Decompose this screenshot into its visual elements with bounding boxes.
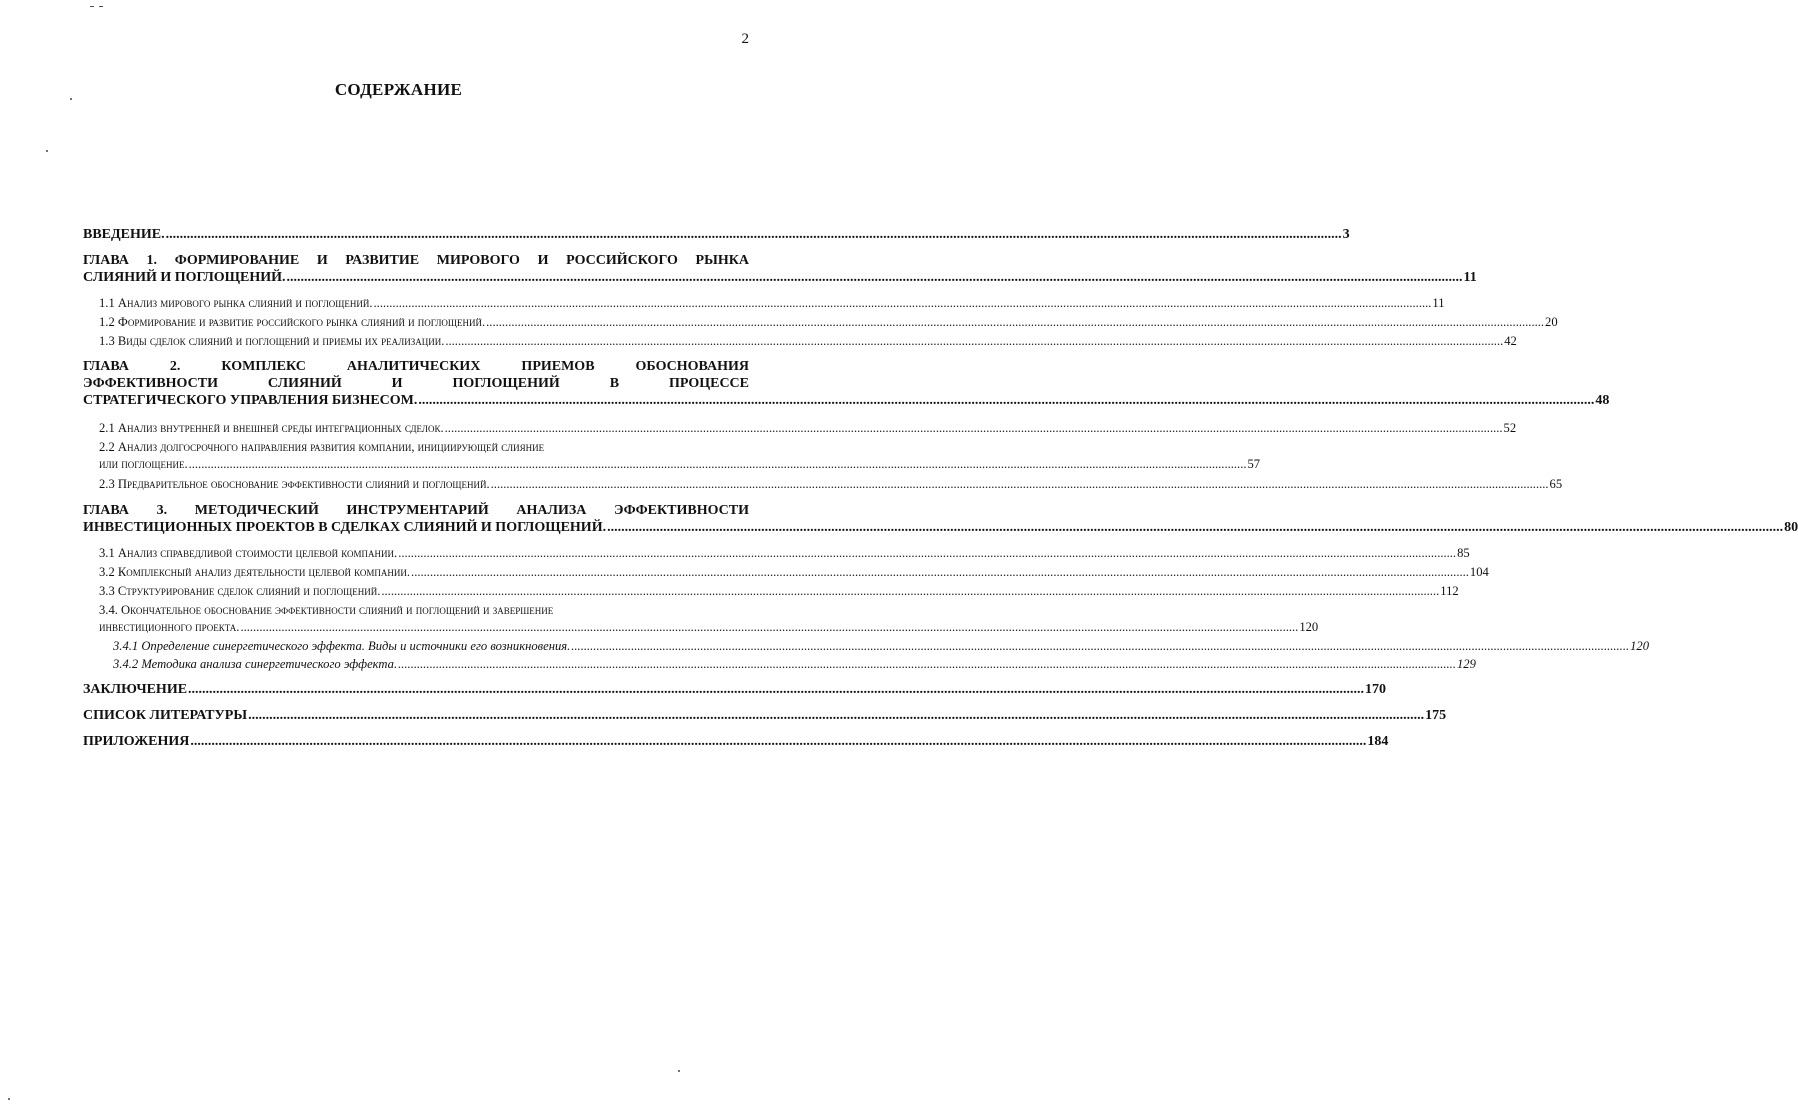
dot-leader — [398, 545, 1456, 562]
toc-page-number: 11 — [1463, 270, 1477, 285]
toc-entry-label: 1.2 Формирование и развитие российского рынка слияний и поглощений. — [99, 315, 486, 329]
toc-entry-section-1-1[interactable] — [83, 295, 1445, 312]
toc-entry-section-3-1[interactable] — [83, 545, 1470, 562]
toc-entry-label: 1.3 Виды сделок слияний и поглощений и приемы их реализации. — [99, 334, 445, 348]
toc-entry-label: 2.1 Анализ внутренней и внешней среды интеграционных сделок. — [99, 421, 444, 435]
scan-speck — [90, 6, 94, 7]
dot-leader — [190, 733, 1366, 750]
scan-speck — [8, 1098, 10, 1100]
toc-entry-label: 1.1 Анализ мирового рынка слияний и поглощений. — [99, 296, 373, 310]
toc-entry-section-2-2[interactable] — [83, 439, 1261, 473]
dot-leader — [248, 707, 1424, 724]
dot-leader — [491, 476, 1549, 493]
dot-leader — [166, 226, 1342, 243]
toc-entry-references[interactable] — [83, 707, 1447, 724]
toc-entry-label: 3.4.1 Определение синергетического эффекта. Виды и источники его возникновения. — [113, 639, 571, 653]
toc-entry-label: ПРИЛОЖЕНИЯ — [83, 734, 190, 749]
dot-leader — [287, 269, 1463, 286]
toc-entry-section-1-2[interactable] — [83, 314, 1558, 331]
toc-entry-label-line1: ГЛАВА 3. МЕТОДИЧЕСКИЙ ИНСТРУМЕНТАРИЙ АНАЛИЗА ЭФФЕКТИВНОСТИ — [83, 503, 749, 518]
toc-entry-label: 2.3 Предварительное обоснование эффективности слияний и поглощений. — [99, 477, 490, 491]
dot-leader — [189, 456, 1247, 473]
toc-page-number: 20 — [1545, 315, 1558, 329]
toc-page-number: 42 — [1504, 334, 1517, 348]
toc-entry-section-3-4[interactable] — [83, 602, 1319, 636]
toc-entry-chapter-1[interactable] — [83, 252, 1477, 286]
toc-entry-section-3-3[interactable] — [83, 583, 1459, 600]
toc-page-number: 120 — [1630, 639, 1650, 653]
toc-entry-label-line2: ЭФФЕКТИВНОСТИ СЛИЯНИЙ И ПОГЛОЩЕНИЙ В ПРОЦЕССЕ — [83, 376, 749, 391]
toc-entry-chapter-2[interactable] — [83, 358, 1610, 409]
dot-leader — [381, 583, 1439, 600]
toc-entry-section-3-4-1[interactable] — [83, 638, 1650, 655]
toc-page-number: 85 — [1457, 546, 1470, 560]
dot-leader — [188, 681, 1364, 698]
toc-entry-label-line1: ГЛАВА 1. ФОРМИРОВАНИЕ И РАЗВИТИЕ МИРОВОГО И РОССИЙСКОГО РЫНКА — [83, 253, 749, 268]
toc-page-number: 57 — [1247, 457, 1261, 471]
toc-entry-conclusion[interactable] — [83, 681, 1387, 698]
toc-entry-section-2-1[interactable] — [83, 420, 1517, 437]
toc-entry-section-3-4-2[interactable] — [83, 656, 1476, 673]
toc-entry-introduction[interactable] — [83, 226, 1350, 243]
dot-leader — [445, 333, 1503, 350]
dot-leader — [486, 314, 1544, 331]
toc-entry-label-line2: СЛИЯНИЙ И ПОГЛОЩЕНИЙ. — [83, 270, 286, 285]
page-number: 2 — [741, 31, 749, 47]
toc-page-number: 65 — [1549, 477, 1563, 491]
toc-page-number: 184 — [1367, 734, 1389, 749]
toc-entry-label: 3.2 Комплексный анализ деятельности целевой компании. — [99, 565, 411, 579]
toc-entry-label: 3.1 Анализ справедливой стоимости целевой компании. — [99, 546, 398, 560]
scan-speck — [46, 150, 48, 152]
toc-entry-label-line1: 3.4. Окончательное обоснование эффективности слияний и поглощений и завершение — [99, 603, 554, 617]
toc-entry-label: СПИСОК ЛИТЕРАТУРЫ — [83, 708, 248, 723]
scan-speck — [99, 6, 103, 7]
toc-entry-label-line2: инвестиционного проекта. — [99, 620, 240, 634]
toc-entry-section-1-3[interactable] — [83, 333, 1517, 350]
toc-entry-chapter-3[interactable] — [83, 502, 1798, 536]
dot-leader — [571, 638, 1629, 655]
dot-leader — [445, 420, 1503, 437]
toc-entry-label-line2: ИНВЕСТИЦИОННЫХ ПРОЕКТОВ В СДЕЛКАХ СЛИЯНИЙ И ПОГЛОЩЕНИЙ. — [83, 520, 607, 535]
scan-speck — [678, 1070, 680, 1072]
toc-page-number: 3 — [1342, 227, 1350, 242]
toc-page-number: 112 — [1440, 584, 1459, 598]
toc-page-number: 48 — [1595, 393, 1610, 408]
dot-leader — [411, 564, 1469, 581]
toc-entry-label: ВВЕДЕНИЕ. — [83, 227, 165, 242]
toc-entry-section-3-2[interactable] — [83, 564, 1489, 581]
dot-leader — [374, 295, 1432, 312]
toc-page-number: 170 — [1365, 682, 1387, 697]
toc-page-number: 120 — [1299, 620, 1319, 634]
toc-entry-label-line1: ГЛАВА 2. КОМПЛЕКС АНАЛИТИЧЕСКИХ ПРИЕМОВ ОБОСНОВАНИЯ — [83, 359, 749, 374]
toc-entry-section-2-3[interactable] — [83, 476, 1563, 493]
toc-page-number: 80 — [1784, 520, 1798, 535]
toc-page-number: 11 — [1432, 296, 1445, 310]
dot-leader — [240, 619, 1298, 636]
toc-entry-label-line2: или поглощение. — [99, 457, 188, 471]
toc-entry-label: ЗАКЛЮЧЕНИЕ — [83, 682, 188, 697]
scan-speck — [70, 98, 72, 100]
dot-leader — [418, 392, 1594, 409]
toc-page-number: 52 — [1503, 421, 1517, 435]
toc-entry-appendices[interactable] — [83, 733, 1389, 750]
dot-leader — [607, 519, 1783, 536]
toc-page-number: 104 — [1469, 565, 1489, 579]
toc-entry-label-line3: СТРАТЕГИЧЕСКОГО УПРАВЛЕНИЯ БИЗНЕСОМ. — [83, 393, 418, 408]
toc-entry-label: 3.4.2 Методика анализа синергетического эффекта. — [113, 657, 398, 671]
toc-entry-label-line1: 2.2 Анализ долгосрочного направления развития компании, инициирующей слияние — [99, 440, 545, 454]
dot-leader — [398, 656, 1456, 673]
page-title: СОДЕРЖАНИЕ — [334, 80, 463, 99]
toc-page-number: 129 — [1456, 657, 1476, 671]
toc-page-number: 175 — [1425, 708, 1447, 723]
toc-entry-label: 3.3 Структурирование сделок слияний и поглощений. — [99, 584, 381, 598]
